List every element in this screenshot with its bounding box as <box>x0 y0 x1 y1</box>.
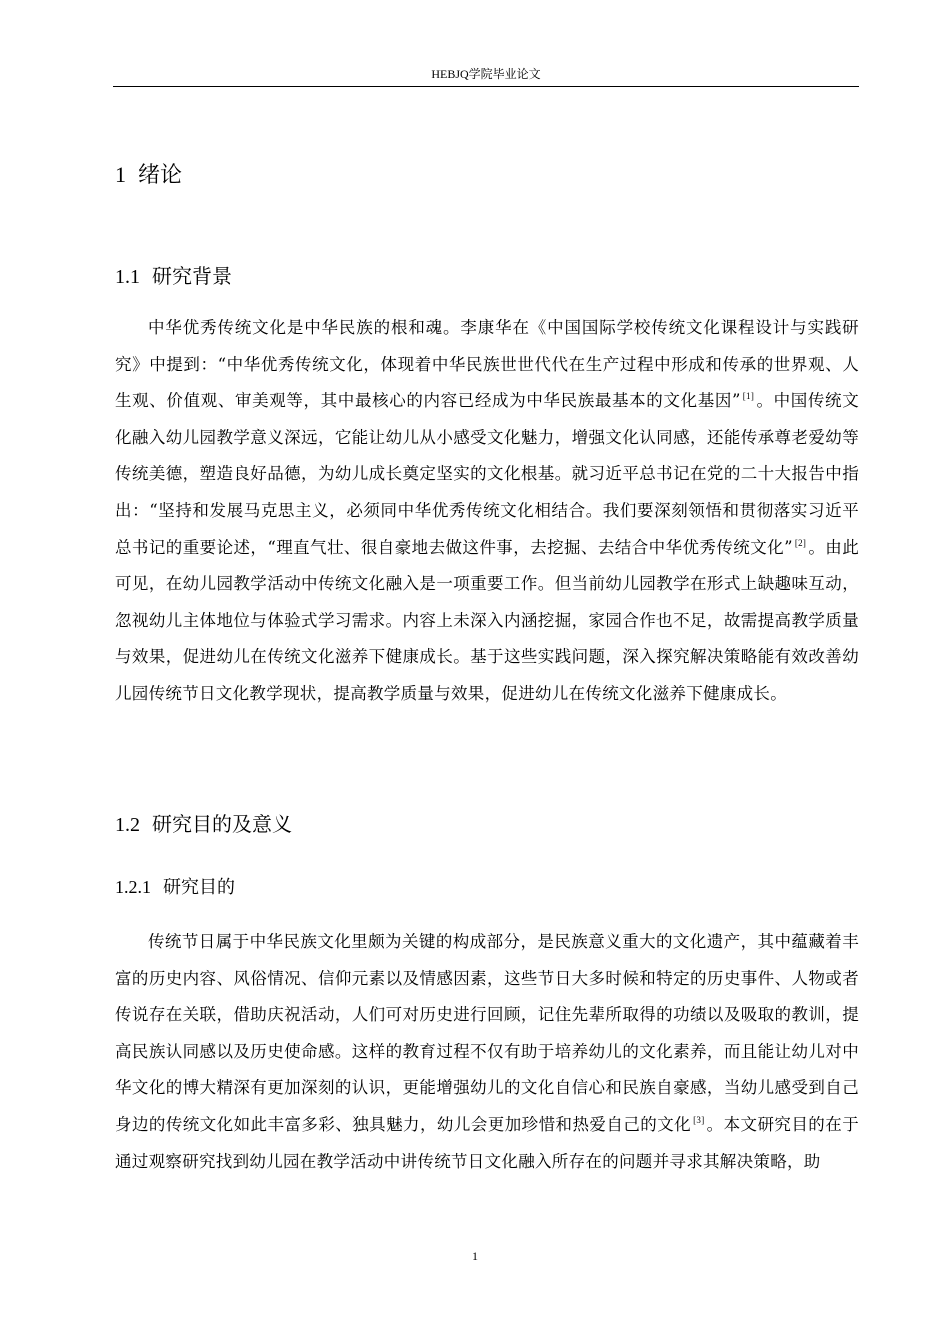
paragraph-text: 中华优秀传统文化是中华民族的根和魂。李康华在《中国国际学校传统文化课程设计与实践研究》中提到：“中华优秀传统文化，体现着中华民族世世代代在生产过程中形成和传承的世界观、人生观、价值观、审美观等，其中最核心的内容已经成为中华民族最基本的文化基因” <box>115 318 859 411</box>
purpose-paragraph <box>115 924 859 1180</box>
section-heading-1-1 <box>115 262 232 291</box>
paragraph-text: 。中国传统文化融入幼儿园教学意义深远，它能让幼儿从小感受文化魅力，增强文化认同感，还能传承尊老爱幼等传统美德，塑造良好品德，为幼儿成长奠定坚实的文化根基。就习近平总书记在党的二十大报告中指出：“坚持和发展马克思主义，必须同中华优秀传统文化相结合。我们要深刻领悟和贯彻落实习近平总书记的重要论述，“理直气壮、很自豪地去做这件事，去挖掘、去结合中华优秀传统文化” <box>115 391 859 557</box>
paragraph-text: 。由此可见，在幼儿园教学活动中传统文化融入是一项重要工作。但当前幼儿园教学在形式上缺趣味互动，忽视幼儿主体地位与体验式学习需求。内容上未深入内涵挖掘，家园合作也不足，故需提高教学质量与效果，促进幼儿在传统文化滋养下健康成长。基于这些实践问题，深入探究解决策略能有效改善幼儿园传统节日文化教学现状，提高教学质量与效果，促进幼儿在传统文化滋养下健康成长。 <box>115 537 860 703</box>
header-rule <box>113 86 859 87</box>
citation-2[interactable]: [2] <box>794 537 807 548</box>
section-title: 研究目的及意义 <box>152 812 292 836</box>
chapter-heading <box>115 160 182 191</box>
running-header: HEBJQ学院毕业论文 <box>431 67 541 81</box>
subsection-title: 研究目的 <box>163 877 235 898</box>
subsection-number: 1.2.1 <box>115 877 151 897</box>
subsection-heading-1-2-1 <box>115 874 235 901</box>
page-number: 1 <box>472 1249 478 1263</box>
section-title: 研究背景 <box>152 264 232 288</box>
section-number: 1.1 <box>115 266 140 288</box>
paragraph-text: 传统节日属于中华民族文化里颇为关键的构成部分，是民族意义重大的文化遗产，其中蕴藏着丰富的历史内容、风俗情况、信仰元素以及情感因素，这些节日大多时候和特定的历史事件、人物或者传说存在关联，借助庆祝活动，人们可对历史进行回顾，记住先辈所取得的功绩以及吸取的教训，提高民族认同感以及历史使命感。这样的教育过程不仅有助于培养幼儿的文化素养，而且能让幼儿对中华文化的博大精深有更加深刻的认识，更能增强幼儿的文化自信心和民族自豪感，当幼儿感受到自己身边的传统文化如此丰富多彩、独具魅力，幼儿会更加珍惜和热爱自己的文化 <box>115 932 859 1134</box>
section-number: 1.2 <box>115 814 140 836</box>
chapter-number: 1 <box>115 162 126 187</box>
paragraph-text: 。本文研究目的在于通过观察研究找到幼儿园在教学活动中讲传统节日文化融入所存在的问题并寻求其解决策略，助 <box>115 1114 859 1171</box>
background-paragraph <box>115 310 859 713</box>
chapter-title: 绪论 <box>138 163 183 188</box>
section-heading-1-2 <box>115 810 292 839</box>
citation-3[interactable]: [3] <box>693 1114 705 1125</box>
citation-1[interactable]: [1] <box>742 391 755 402</box>
